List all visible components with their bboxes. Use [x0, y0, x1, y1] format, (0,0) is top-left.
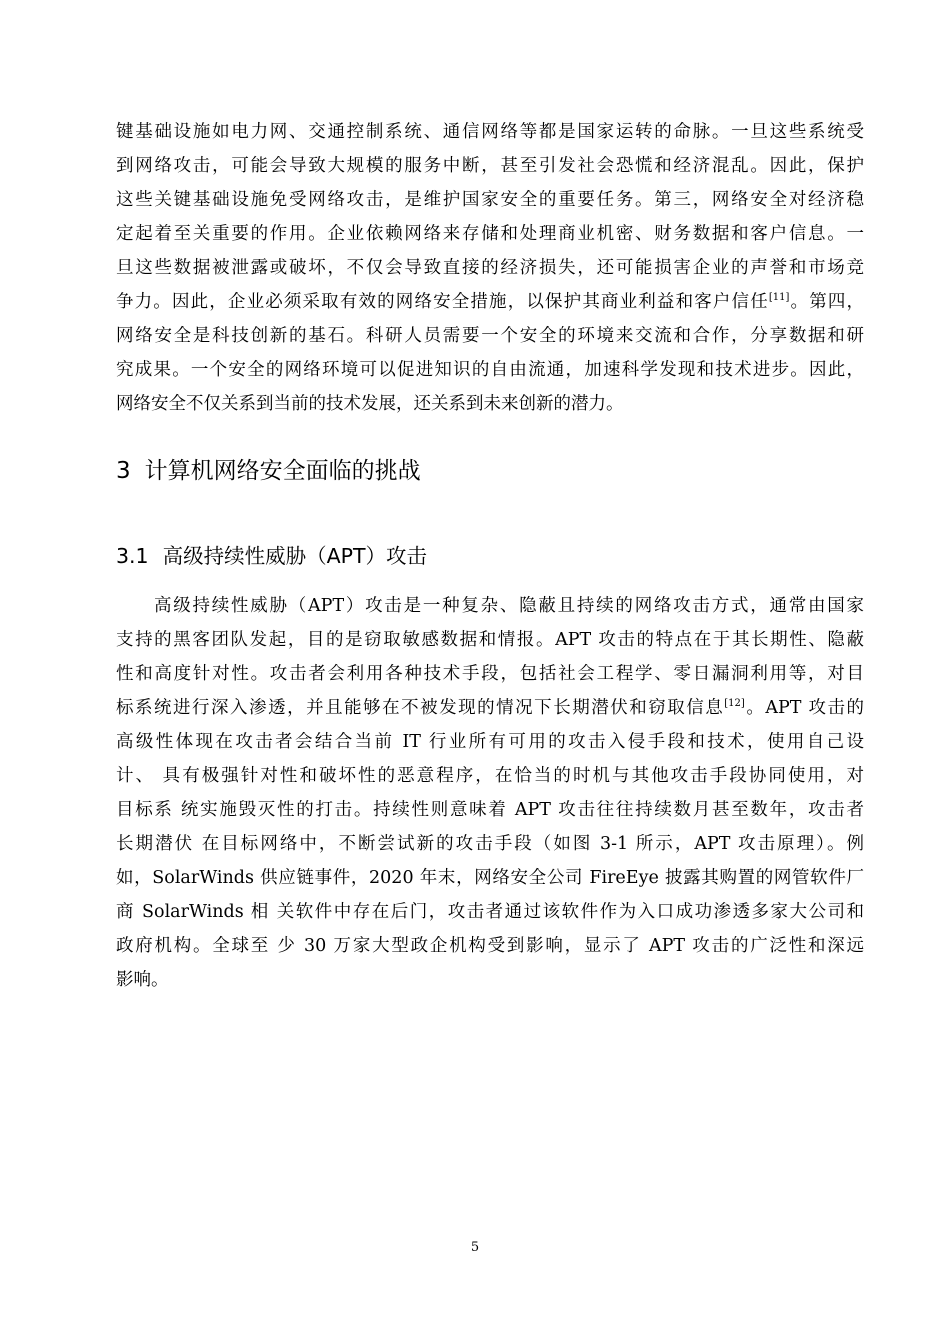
- text-line: 键基础设施如电力网、交通控制系统、通信网络等都是国家运转的命脉。一旦这些系统受: [116, 122, 864, 142]
- text-line-with-citation: [116, 292, 864, 312]
- text-line-with-citation: [116, 698, 864, 718]
- text-line: 性和高度针对性。攻击者会利用各种技术手段，包括社会工程学、零日漏洞利用等，对目: [116, 664, 864, 684]
- subsection-heading: [116, 542, 427, 570]
- text-line: 高级持续性威胁（APT）攻击是一种复杂、隐蔽且持续的网络攻击方式，通常由国家: [154, 596, 864, 616]
- text-line: 这些关键基础设施免受网络攻击，是维护国家安全的重要任务。第三，网络安全对经济稳: [116, 190, 864, 210]
- text-segment: 。APT 攻击的: [744, 698, 865, 718]
- text-line: 商 SolarWinds 相 关软件中存在后门，攻击者通过该软件作为入口成功渗透多家大公司和: [116, 902, 864, 922]
- citation-12: [12]: [724, 698, 745, 709]
- text-line: 政府机构。全球至 少 30 万家大型政企机构受到影响，显示了 APT 攻击的广泛性和深远: [116, 936, 864, 956]
- section-number: 3: [116, 458, 131, 484]
- text-segment: 争力。因此，企业必须采取有效的网络安全措施，以保护其商业利益和客户信任: [116, 292, 769, 312]
- text-line: 如，SolarWinds 供应链事件，2020 年末，网络安全公司 FireEye 披露其购置的网管软件厂: [116, 868, 864, 888]
- text-line: 长期潜伏 在目标网络中，不断尝试新的攻击手段（如图 3-1 所示，APT 攻击原理）。例: [116, 834, 864, 854]
- text-line: 旦这些数据被泄露或破坏，不仅会导致直接的经济损失，还可能损害企业的声誉和市场竞: [116, 258, 864, 278]
- text-line: 支持的黑客团队发起，目的是窃取敏感数据和情报。APT 攻击的特点在于其长期性、隐蔽: [116, 630, 864, 650]
- text-segment: 。第四，: [789, 292, 865, 312]
- text-line: 究成果。一个安全的网络环境可以促进知识的自由流通，加速科学发现和技术进步。因此，: [116, 360, 864, 380]
- subsection-number: 3.1: [116, 544, 149, 568]
- subsection-title: 高级持续性威胁（APT）攻击: [162, 544, 428, 568]
- citation-11: [11]: [768, 292, 790, 303]
- section-heading: [116, 456, 421, 486]
- text-line: 到网络攻击，可能会导致大规模的服务中断，甚至引发社会恐慌和经济混乱。因此，保护: [116, 156, 864, 176]
- text-line: 网络安全是科技创新的基石。科研人员需要一个安全的环境来交流和合作，分享数据和研: [116, 326, 864, 346]
- text-segment: 标系统进行深入渗透，并且能够在不被发现的情况下长期潜伏和窃取信息: [116, 698, 725, 718]
- text-line: 目标系 统实施毁灭性的打击。持续性则意味着 APT 攻击往往持续数月甚至数年，攻击者: [116, 800, 864, 820]
- text-line: 影响。: [116, 970, 169, 990]
- text-line: 高级性体现在攻击者会结合当前 IT 行业所有可用的攻击入侵手段和技术，使用自己设: [116, 732, 864, 752]
- page-number: 5: [470, 1240, 480, 1255]
- text-line: 定起着至关重要的作用。企业依赖网络来存储和处理商业机密、财务数据和客户信息。一: [116, 224, 864, 244]
- text-line: 计、 具有极强针对性和破坏性的恶意程序，在恰当的时机与其他攻击手段协同使用，对: [116, 766, 864, 786]
- text-line: 网络安全不仅关系到当前的技术发展，还关系到未来创新的潜力。: [116, 394, 624, 414]
- section-title: 计算机网络安全面临的挑战: [144, 458, 421, 484]
